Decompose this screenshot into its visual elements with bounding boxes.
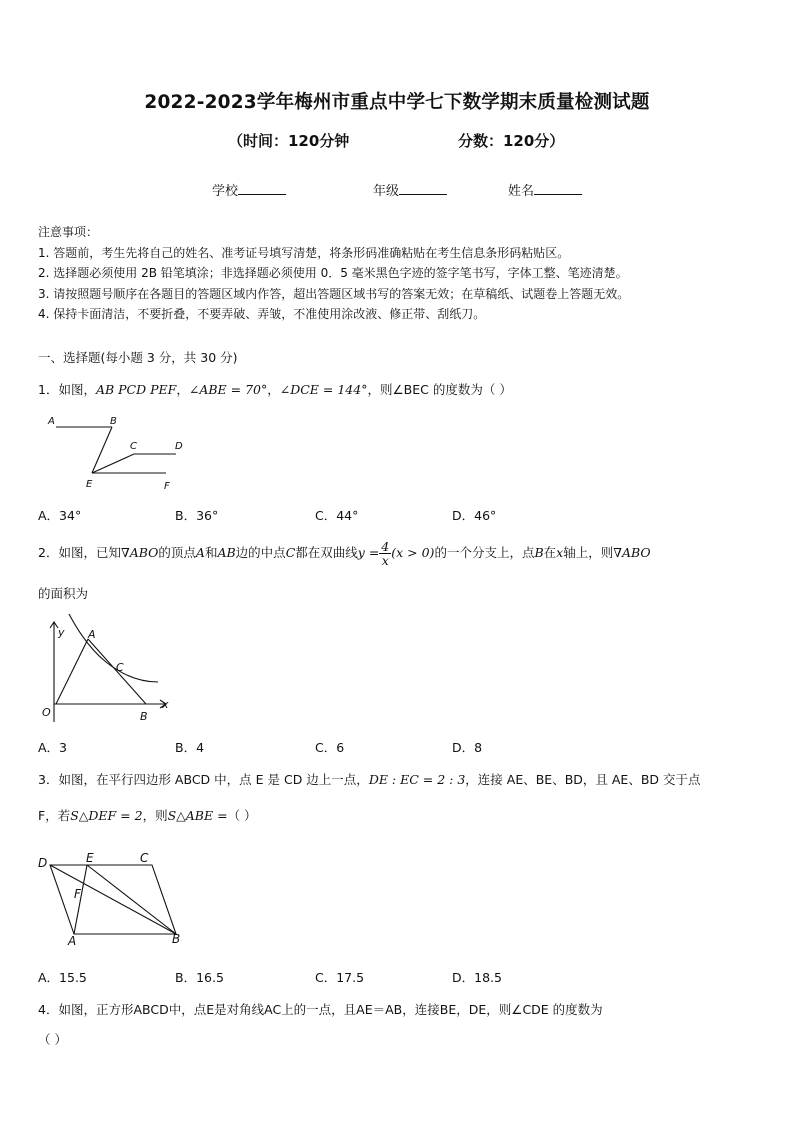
- q2-point-b: B: [534, 545, 544, 560]
- time-info: （时间：120分钟: [228, 132, 350, 150]
- q2-text-6: 的一个分支上，点: [434, 545, 535, 560]
- q3-answer-paren: （ ）: [227, 808, 257, 823]
- q2-label-y: y: [58, 626, 65, 639]
- notes-heading: 注意事项：: [38, 225, 99, 239]
- q1-label-a: A: [48, 416, 55, 427]
- name-blank: [534, 182, 582, 195]
- q1-figure: [44, 410, 204, 495]
- q1-option-d[interactable]: D．46°: [452, 508, 497, 523]
- grade-field: [373, 180, 447, 199]
- q3-figure: [34, 846, 194, 948]
- q2-option-b[interactable]: B．4: [175, 740, 205, 755]
- q1-label-e: E: [86, 479, 93, 490]
- q2-option-a[interactable]: A．3: [38, 740, 68, 755]
- q1-label-b: B: [110, 416, 117, 427]
- grade-label: 年级: [373, 184, 400, 199]
- q2-label-b: B: [140, 710, 148, 723]
- q2-text-5: 都在双曲线: [295, 545, 358, 560]
- q3-label-e: E: [86, 851, 94, 865]
- question-4-text: 4．如图，正方形ABCD中，点E是对角线AC上的一点，且AE＝AB，连接BE，DE，则∠CDE 的度数为: [38, 1002, 603, 1017]
- q1-parallel-condition: AB PCD PEF: [95, 382, 177, 397]
- note-item: 4. 保持卡面清洁，不要折叠，不要弄破、弄皱，不准使用涂改液、修正带、刮纸刀。: [38, 307, 486, 321]
- school-field: [212, 180, 286, 199]
- q2-line-2: 的面积为: [38, 586, 89, 601]
- q1-option-b[interactable]: B．36°: [175, 508, 219, 523]
- q2-fraction: [379, 540, 391, 567]
- question-3-line-2: [38, 806, 257, 824]
- q2-text-4: 边的中点: [235, 545, 286, 560]
- q2-text-3: 和: [204, 545, 218, 560]
- q3-option-c[interactable]: C．17.5: [315, 970, 365, 985]
- q1-prefix: 1．如图，: [38, 382, 96, 397]
- q1-label-c: C: [130, 441, 137, 452]
- q2-text-8: 轴上，则: [563, 545, 614, 560]
- q1-label-d: D: [175, 441, 183, 452]
- note-item: 1. 答题前，考生先将自己的姓名、准考证号填写清楚，将条形码准确粘贴在考生信息条形码粘贴区。: [38, 245, 570, 260]
- q4-answer-paren: （ ）: [38, 1032, 67, 1047]
- q1-sep: ，: [267, 382, 280, 397]
- q3-option-b[interactable]: B．16.5: [175, 970, 224, 985]
- q3-label-b: B: [172, 932, 181, 946]
- q2-label-x: x: [162, 698, 169, 711]
- q2-label-o: O: [42, 706, 51, 719]
- q3-text-4: ，则: [142, 808, 168, 823]
- q1-angle-abe: ∠ABE = 70°: [188, 382, 268, 397]
- q2-label-c: C: [116, 661, 124, 674]
- q2-domain: (x > 0): [391, 545, 435, 560]
- q3-text-1: 3．如图，在平行四边形 ABCD 中，点 E 是 CD 边上一点，: [38, 772, 369, 787]
- q3-option-d[interactable]: D．18.5: [452, 970, 502, 985]
- q2-triangle-2: ∇ABO: [613, 545, 651, 560]
- q2-figure: [36, 612, 176, 724]
- q2-denominator: x: [381, 553, 389, 568]
- q3-option-a[interactable]: A．15.5: [38, 970, 87, 985]
- q2-text-7: 在: [543, 545, 557, 560]
- q3-label-a: A: [68, 934, 77, 948]
- q3-area-abe: S△ABE =: [167, 808, 228, 823]
- q3-label-c: C: [140, 851, 149, 865]
- q1-question: ，则∠BEC 的度数为（ ）: [367, 382, 512, 397]
- q3-area-def: S△DEF = 2: [70, 808, 143, 823]
- question-1-text: [38, 380, 512, 398]
- q1-angle-dce: ∠DCE = 144°: [279, 382, 368, 397]
- q1-label-f: F: [164, 481, 170, 492]
- q2-y-equals: y =: [357, 545, 380, 560]
- exam-title: 2022-2023学年梅州市重点中学七下数学期末质量检测试题: [144, 92, 650, 113]
- q3-text-3: F，若: [38, 808, 71, 823]
- q1-option-a[interactable]: A．34°: [38, 508, 82, 523]
- q1-option-c[interactable]: C．44°: [315, 508, 359, 523]
- q3-label-d: D: [38, 856, 48, 870]
- q2-option-d[interactable]: D．8: [452, 740, 483, 755]
- section-heading: 一、选择题(每小题 3 分，共 30 分): [38, 350, 238, 365]
- note-item: 3. 请按照题号顺序在各题目的答题区域内作答，超出答题区域书写的答案无效；在草稿纸、试题卷上答题无效。: [38, 286, 630, 301]
- q2-text-2: 的顶点: [158, 545, 196, 560]
- q3-ratio: DE : EC = 2 : 3: [368, 772, 466, 787]
- q2-point-a: A: [195, 545, 205, 560]
- q3-text-2: ，连接 AE、BE、BD，且 AE、BD 交于点: [465, 772, 701, 787]
- q2-numerator: 4: [381, 539, 390, 554]
- q1-comma: ，: [176, 382, 189, 397]
- school-label: 学校: [212, 184, 239, 199]
- notes-block: [38, 222, 629, 325]
- grade-blank: [399, 182, 447, 195]
- question-2-text: [38, 538, 651, 568]
- question-3-text: [38, 770, 701, 788]
- q2-side-ab: AB: [217, 545, 236, 560]
- school-blank: [238, 182, 286, 195]
- q2-option-c[interactable]: C．6: [315, 740, 345, 755]
- q2-label-a: A: [88, 628, 96, 641]
- q2-text-1: 2．如图，已知: [38, 545, 121, 560]
- q3-label-f: F: [74, 887, 81, 901]
- note-item: 2. 选择题必须使用 2B 铅笔填涂；非选择题必须使用 0．5 毫米黑色字迹的签字笔书写，字体工整、笔迹清楚。: [38, 266, 628, 280]
- score-info: 分数：120分）: [458, 132, 565, 150]
- name-field: [508, 180, 582, 199]
- q2-x-axis: x: [556, 545, 564, 560]
- q2-point-c: C: [285, 545, 296, 560]
- q2-triangle: ∇ABO: [120, 545, 159, 560]
- name-label: 姓名: [508, 184, 535, 199]
